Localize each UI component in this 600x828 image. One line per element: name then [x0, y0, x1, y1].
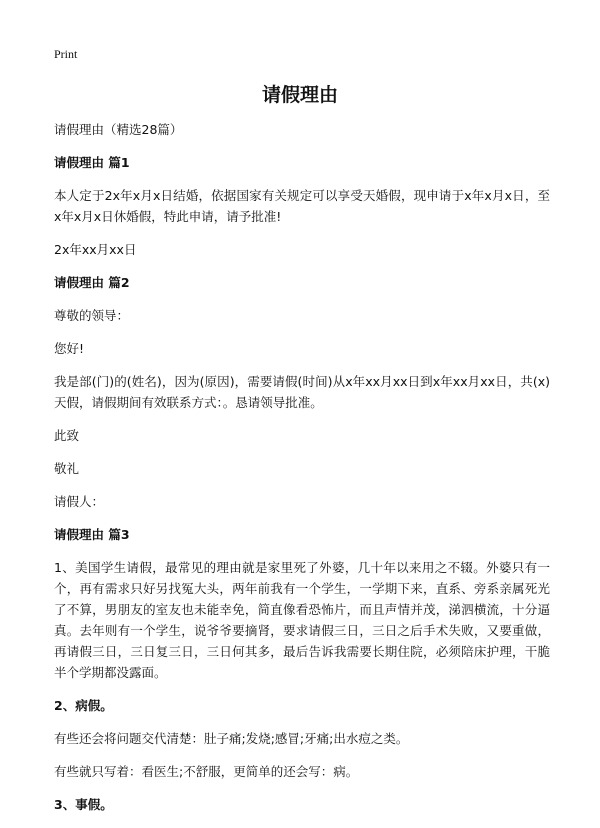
section-2-signature: 请假人： — [54, 494, 105, 509]
document-body — [54, 119, 550, 827]
section-heading-5: 3、事假。 — [54, 797, 113, 812]
section-heading-1: 请假理由 篇1 — [54, 155, 130, 170]
section-2-closing-1: 此致 — [54, 428, 80, 443]
print-label[interactable]: Print — [54, 47, 78, 61]
section-heading-4: 2、病假。 — [54, 698, 113, 713]
document-subtitle: 请假理由（精选28篇） — [54, 122, 183, 137]
page-title: 请假理由 — [261, 84, 338, 106]
section-2-body: 我是部(门)的(姓名)，因为(原因)，需要请假(时间)从x年xx月xx日到x年xx月xx日，共(x)天假，请假期间有效联系方式：。恳请领导批准。 — [54, 374, 550, 410]
section-1-paragraph-1: 本人定于2x年x月x日结婚，依据国家有关规定可以享受天婚假，现申请于x年x月x日，至x年x月x日休婚假，特此申请，请予批准! — [54, 188, 550, 224]
section-3-paragraph-1: 1、美国学生请假，最常见的理由就是家里死了外婆，几十年以来用之不辍。外婆只有一个，再有需求只好另找冤大头，两年前我有一个学生，一学期下来，直系、旁系亲属死光了不算，男朋友的室友也未能幸免，简直像看恐怖片，而且声情并茂，涕泗横流，十分逼真。去年则有一个学生，说爷爷要摘肾，要求请假三日，三日之后手术失败，又要重做，再请假三日，三日复三日，三日何其多，最后告诉我需要长期住院，必须陪床护理，干脆半个学期都没露面。 — [54, 560, 550, 680]
section-2-salutation: 尊敬的领导： — [54, 308, 130, 323]
section-1-date: 2x年xx月xx日 — [54, 242, 137, 257]
section-heading-2: 请假理由 篇2 — [54, 275, 130, 290]
section-2-closing-2: 敬礼 — [54, 461, 80, 476]
section-4-paragraph-1: 有些还会将问题交代清楚：肚子痛;发烧;感冒;牙痛;出水痘之类。 — [54, 731, 409, 746]
section-4-paragraph-2: 有些就只写着：看医生;不舒服，更简单的还会写：病。 — [54, 764, 359, 779]
section-2-greeting: 您好! — [54, 341, 85, 356]
section-heading-3: 请假理由 篇3 — [54, 527, 130, 542]
